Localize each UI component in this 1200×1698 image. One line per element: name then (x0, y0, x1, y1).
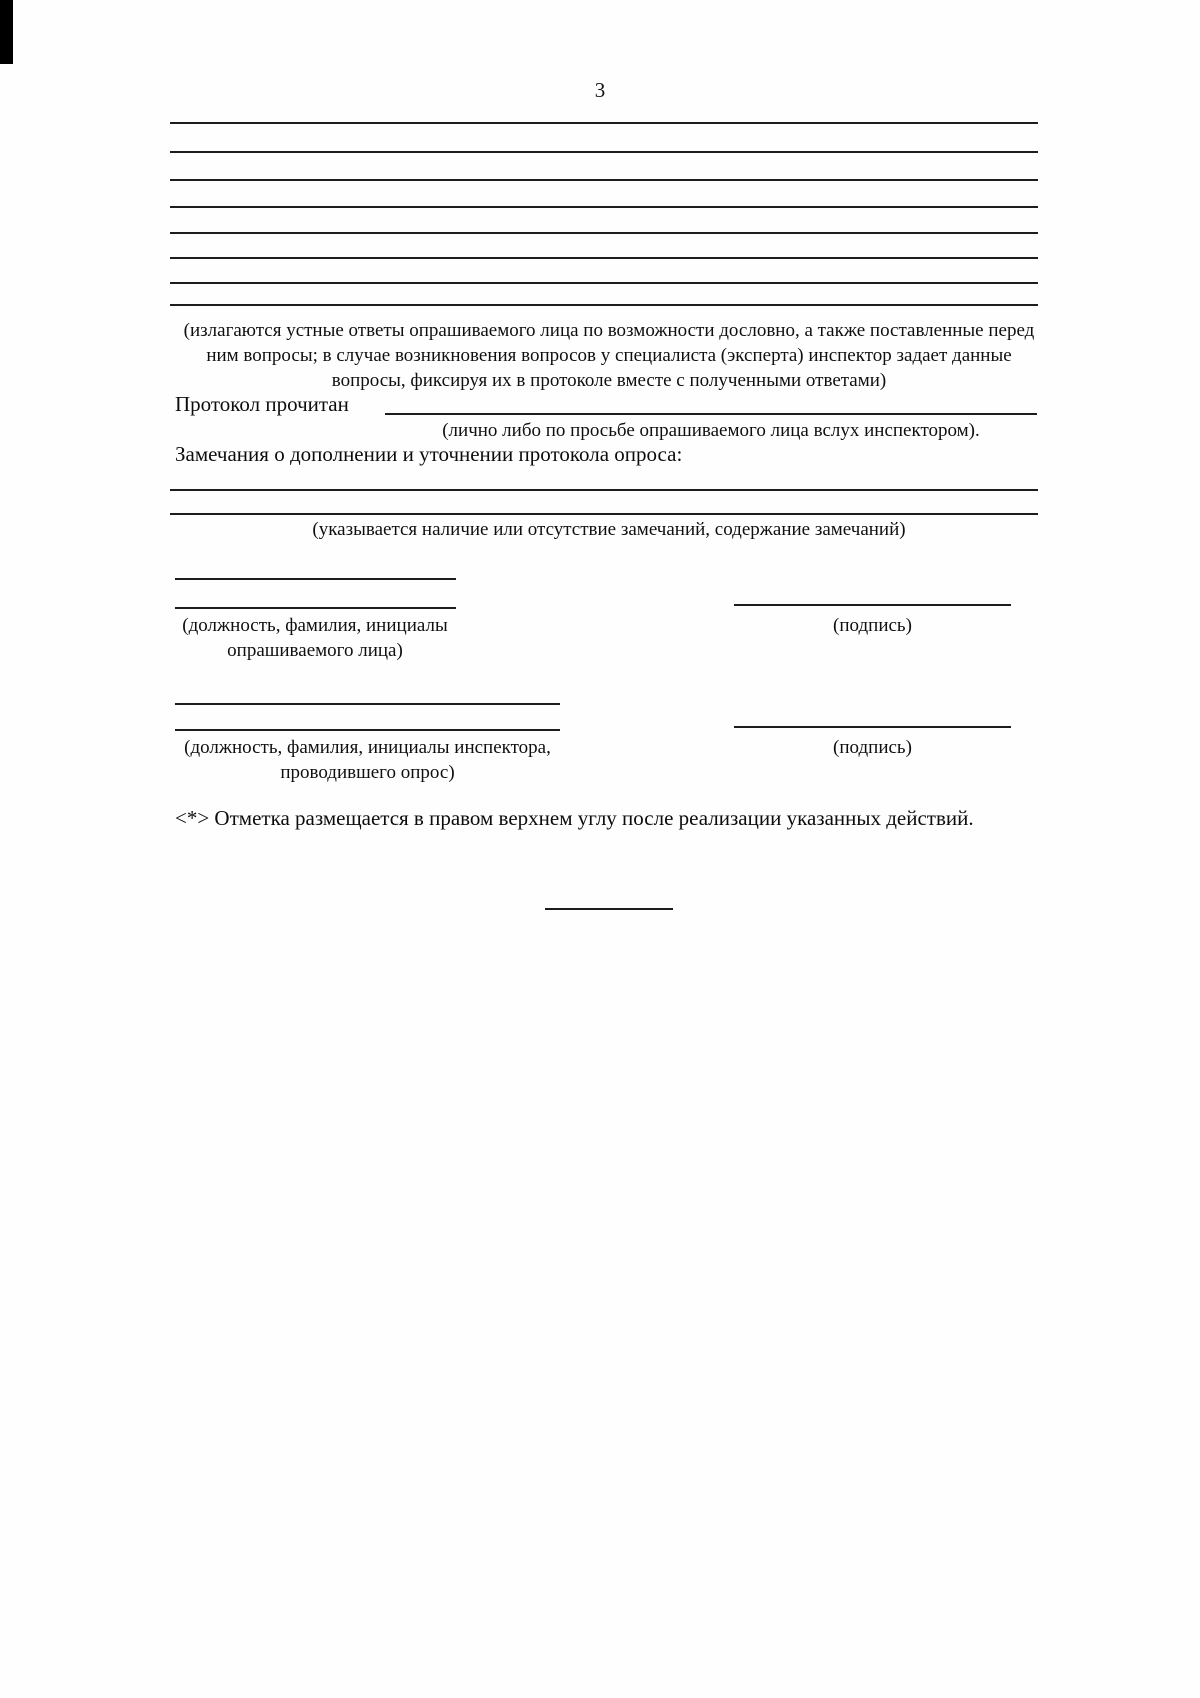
fill-line (170, 489, 1038, 491)
fill-line (170, 151, 1038, 153)
end-line (545, 908, 673, 910)
fill-line (175, 578, 456, 580)
fill-line (170, 257, 1038, 259)
signature-line (734, 726, 1011, 728)
fill-line (170, 282, 1038, 284)
fill-line (175, 703, 560, 705)
answers-caption: (излагаются устные ответы опрашиваемого лица по возможности дословно, а также поставленные перед ним вопросы; в случае возникновения вопросов у специалиста (эксперта) инспектор задает данные вопросы, фиксируя их в протоколе вместе с полученными ответами) (183, 320, 1035, 391)
fill-line (170, 206, 1038, 208)
interviewee-caption-line1: (должность, фамилия, инициалы (182, 615, 448, 636)
signature-line (734, 604, 1011, 606)
inspector-caption (165, 735, 570, 785)
remarks-label: Замечания о дополнении и уточнении протокола опроса: (175, 442, 683, 466)
interviewee-signature-caption: (подпись) (833, 615, 912, 636)
fill-line (175, 729, 560, 731)
protocol-read-line (385, 413, 1037, 415)
inspector-caption-line2: проводившего опрос) (280, 762, 455, 783)
scan-artifact-mark (0, 0, 13, 64)
inspector-signature-caption: (подпись) (833, 737, 912, 758)
interviewee-caption (160, 613, 470, 663)
remarks-caption: (указывается наличие или отсутствие замечаний, содержание замечаний) (312, 519, 906, 540)
page-number: 3 (594, 78, 606, 102)
inspector-caption-line1: (должность, фамилия, инициалы инспектора, (184, 737, 551, 758)
fill-line (170, 232, 1038, 234)
fill-line (170, 122, 1038, 124)
fill-line (170, 304, 1038, 306)
interviewee-caption-line2: опрашиваемого лица) (227, 640, 403, 661)
fill-line (170, 179, 1038, 181)
footnote: <*> Отметка размещается в правом верхнем углу после реализации указанных действий. (175, 806, 974, 830)
protocol-read-caption: (лично либо по просьбе опрашиваемого лица вслух инспектором). (442, 420, 980, 441)
fill-line (170, 513, 1038, 515)
fill-line (175, 607, 456, 609)
protocol-read-label: Протокол прочитан (175, 392, 349, 416)
